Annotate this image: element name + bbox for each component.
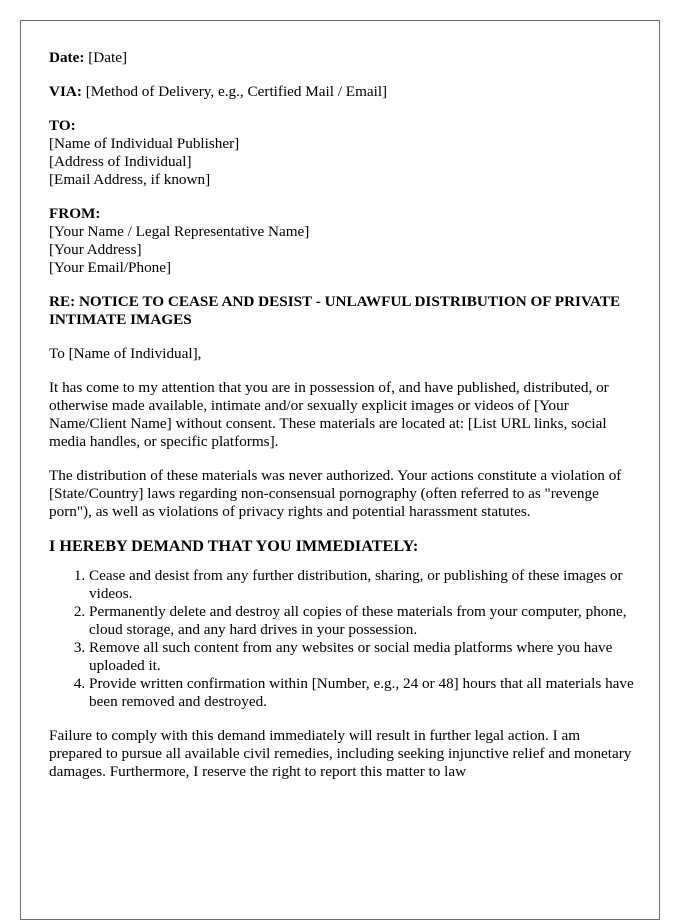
demand-item: 2. Permanently delete and destroy all copies of these materials from your computer, phone, cloud storage, and any hard drives in your possession. <box>89 603 634 639</box>
from-label: FROM: <box>49 205 101 222</box>
to-line-name: [Name of Individual Publisher] <box>49 135 240 152</box>
from-line-name: [Your Name / Legal Representative Name] <box>49 223 310 240</box>
to-line-email: [Email Address, if known] <box>49 171 211 188</box>
to-label: TO: <box>49 117 76 134</box>
via-value: [Method of Delivery, e.g., Certified Mail / Email] <box>85 83 388 100</box>
paragraph-violation: The distribution of these materials was never authorized. Your actions constitute a violation of [State/Country] laws regarding non-consensual pornography (often referred to as "revenge porn"), as well as violations of privacy rights and potential harassment statutes. <box>49 467 622 520</box>
via-label: VIA: <box>49 83 82 100</box>
demand-item: 1. Cease and desist from any further distribution, sharing, or publishing of these images or videos. <box>89 567 634 603</box>
date-value: [Date] <box>88 49 128 66</box>
letter-page <box>20 20 660 920</box>
from-block <box>49 205 634 277</box>
from-line-address: [Your Address] <box>49 241 142 258</box>
to-block <box>49 117 634 189</box>
demand-item: 4. Provide written confirmation within [Number, e.g., 24 or 48] hours that all materials have been removed and destroyed. <box>89 675 634 711</box>
via-line <box>49 83 634 101</box>
to-line-address: [Address of Individual] <box>49 153 192 170</box>
demand-heading: I HEREBY DEMAND THAT YOU IMMEDIATELY: <box>49 537 419 555</box>
from-line-contact: [Your Email/Phone] <box>49 259 172 276</box>
subject-line: RE: NOTICE TO CEASE AND DESIST - UNLAWFUL DISTRIBUTION OF PRIVATE INTIMATE IMAGES <box>49 293 621 328</box>
demand-item: 3. Remove all such content from any websites or social media platforms where you have uploaded it. <box>89 639 634 675</box>
salutation: To [Name of Individual], <box>49 345 202 362</box>
demand-list <box>49 567 634 711</box>
date-line <box>49 49 634 67</box>
paragraph-consequences: Failure to comply with this demand immediately will result in further legal action. I am prepared to pursue all available civil remedies, including seeking injunctive relief and monetary damages. Furthermore, I reserve the right to report this matter to law <box>49 727 632 780</box>
date-label: Date: <box>49 49 85 66</box>
letter-body <box>49 49 634 797</box>
paragraph-intro: It has come to my attention that you are in possession of, and have published, distributed, or otherwise made available, intimate and/or sexually explicit images or videos of [Your Name/Client Name] without consent. These materials are located at: [List URL links, social media handles, or specific platforms]. <box>49 379 609 450</box>
